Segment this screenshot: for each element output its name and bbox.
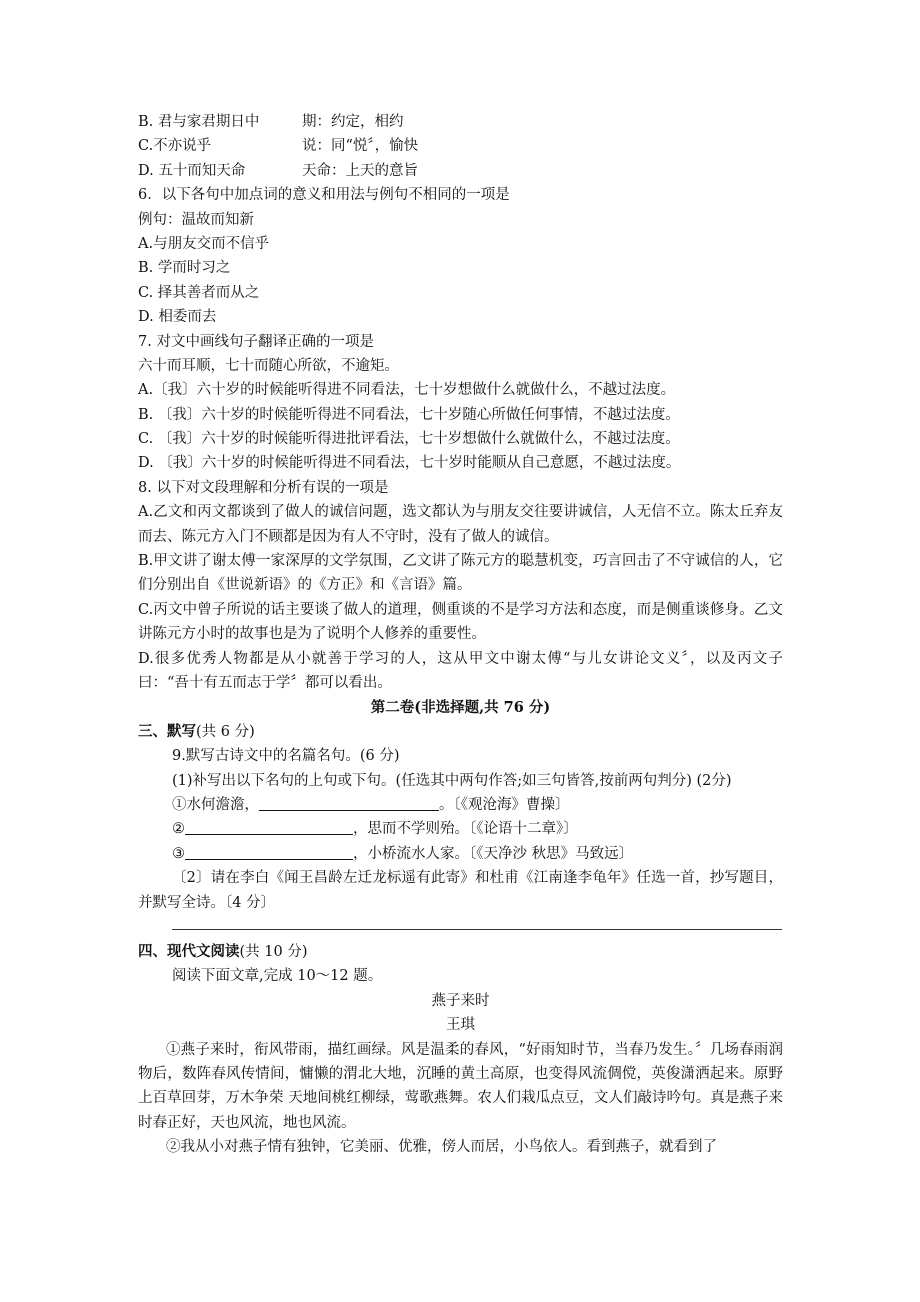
section4-intro: 阅读下面文章,完成 10～12 题。	[172, 968, 383, 985]
q5-option-b: B. 君与家君期日中 期：约定，相约	[138, 114, 404, 130]
part2-title: 第二卷(非选择题,共 76 分)	[370, 698, 551, 716]
q6-option-a: A.与朋友交而不信乎	[138, 235, 270, 252]
q5-option-d: D. 五十而知天命 天命：上天的意旨	[138, 162, 418, 179]
answer-line[interactable]	[172, 929, 782, 930]
q7-option-d: D. 〔我〕六十岁的时候能听得进不同看法，七十岁时能顺从自己意愿，不越过法度。	[138, 455, 681, 472]
q8-option-d: D.很多优秀人物都是从小就善于学习的人，这从甲文中谢太傅“与儿女讲论文义〞，以及丙文子曰：“吾十有五而志于学〞都可以看出。	[138, 650, 783, 692]
section4-score: (共 10 分)	[239, 944, 308, 961]
q6-option-d: D. 相委而去	[138, 309, 217, 326]
section3-score: (共 6 分)	[196, 723, 255, 740]
q8-option-a: A.乙文和丙文都谈到了做人的诚信问题，选文都认为与朋友交往要讲诚信，人无信不立。陈太丘弃友而去、陈元方入门不顾都是因为有人不守时，没有了做人的诚信。	[138, 504, 783, 545]
section3-heading	[138, 720, 783, 744]
q6-example: 例句：温故而知新	[138, 211, 254, 228]
section4-title: 四、现代文阅读	[138, 943, 240, 961]
q7-option-a: A.〔我〕六十岁的时候能听得进不同看法，七十岁想做什么就做什么，不越过法度。	[138, 382, 676, 399]
q9-sub2: 〔2〕请在李白《闻王昌龄左迁龙标遥有此寄》和杜甫《江南逢李龟年》任选一首，抄写题目，并默写全诗。〔4 分〕	[138, 870, 783, 911]
article-paragraph-2: ②我从小对燕子情有独钟，它美丽、优雅，傍人而居，小鸟依人。看到燕子，就看到了	[166, 1139, 717, 1156]
exam-page	[138, 110, 783, 1160]
q9-item2: ② ，思而不学则殆。〔《论语十二章》〕	[172, 821, 578, 838]
q9-sub1: (1)补写出以下名句的上句或下句。(任选其中两句作答;如三句皆答,按前两句判分) (2分)	[172, 772, 732, 789]
section4-heading	[138, 940, 783, 964]
q7-sentence: 六十而耳顺，七十而随心所欲，不逾矩。	[138, 357, 399, 374]
q7-stem: 7. 对文中画线句子翻译正确的一项是	[138, 333, 374, 350]
section3-title: 三、默写	[138, 722, 196, 740]
answer-blank-3[interactable]	[185, 844, 353, 860]
q5-option-c: C.不亦说乎 说：同“悦〞，愉快	[138, 138, 419, 155]
q8-option-c: C.丙文中曾子所说的话主要谈了做人的道理，侧重谈的不是学习方法和态度，而是侧重谈修身。乙文讲陈元方小时的故事也是为了说明个人修养的重要性。	[138, 601, 783, 643]
article-author: 王琪	[446, 1017, 475, 1034]
q9-item3: ③ ，小桥流水人家。〔《天净沙 秋思》马致远〕	[172, 845, 634, 862]
q6-stem: 6．以下各句中加点词的意义和用法与例句不相同的一项是	[138, 187, 510, 204]
answer-blank-1[interactable]	[259, 795, 439, 811]
article-paragraph-1: ①燕子来时，衔风带雨，描红画绿。风是温柔的春风，“好雨知时节，当春乃发生。〞几场春雨润物后，数阵春风传情间，慵懒的渭北大地，沉睡的黄土高原，也变得风流倜傥，英俊潇洒起来。原野上百草回芽，万木争荣 天地间桃红柳绿，莺歌燕舞。农人们栽瓜点豆，文人们敲诗吟句。真是燕子来时春正好，天也风流，地也风流。	[138, 1041, 783, 1131]
q8-stem: 8. 以下对文段理解和分析有误的一项是	[138, 479, 389, 496]
q9-item1: ①水何澹澹， 。〔《观沧海》曹操〕	[172, 797, 570, 814]
q7-option-b: B. 〔我〕六十岁的时候能听得进不同看法，七十岁随心所做任何事情，不越过法度。	[138, 406, 680, 423]
q9-stem: 9.默写古诗文中的名篇名句。(6 分)	[172, 748, 400, 765]
q6-option-b: B. 学而时习之	[138, 260, 231, 277]
q7-option-c: C. 〔我〕六十岁的时候能听得进批评看法，七十岁想做什么就做什么，不越过法度。	[138, 431, 680, 448]
q6-option-c: C. 择其善者而从之	[138, 284, 260, 301]
q8-option-b: B.甲文讲了谢太傅一家深厚的文学氛围，乙文讲了陈元方的聪慧机变，巧言回击了不守诚信的人，它们分别出自《世说新语》的《方正》和《言语》篇。	[138, 553, 783, 594]
article-title: 燕子来时	[431, 992, 490, 1009]
answer-blank-2[interactable]	[185, 819, 353, 835]
